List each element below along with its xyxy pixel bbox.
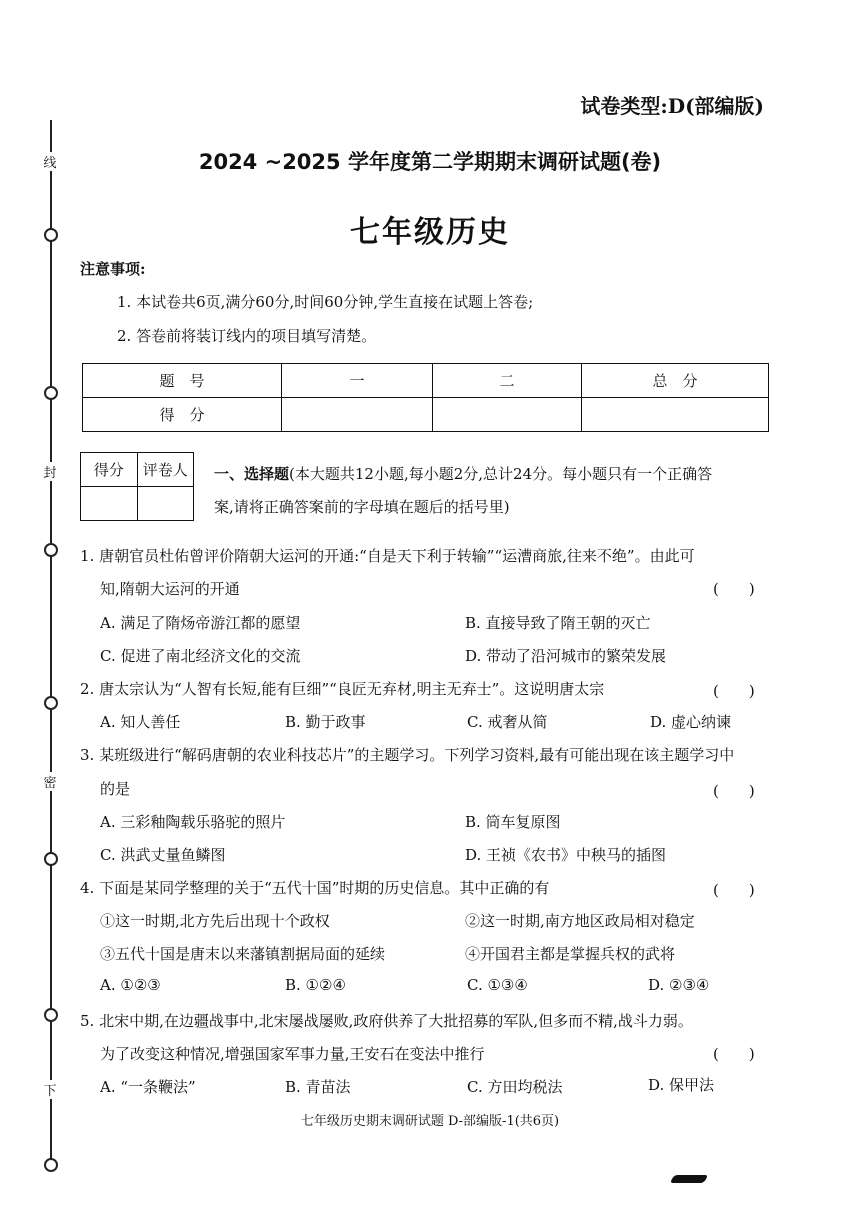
question-stem: 5. 北宋中期,在边疆战事中,北宋屡战屡败,政府供养了大批招募的军队,但多而不精,战斗力弱。 (80, 1012, 693, 1030)
notice-heading: 注意事项: (80, 260, 146, 278)
option: C. ①③④ (467, 976, 528, 994)
question-stem: 2. 唐太宗认为“人智有长短,能有巨细”“良匠无弃材,明主无弃士”。这说明唐太宗 (80, 680, 605, 698)
question-stem: 3. 某班级进行“解码唐朝的农业科技芯片”的主题学习。下列学习资料,最有可能出现在该主题学习中 (80, 746, 735, 764)
binding-hole (44, 386, 58, 400)
grader-name-cell[interactable] (137, 487, 194, 521)
grader-name-label: 评卷人 (137, 453, 194, 487)
score-cell[interactable] (433, 398, 582, 432)
option: D. 带动了沿河城市的繁荣发展 (465, 647, 667, 665)
option: A. ①②③ (100, 976, 161, 994)
answer-bracket[interactable]: ( ) (713, 682, 755, 700)
section-desc: (本大题共12小题,每小题2分,总计24分。每小题只有一个正确答 (289, 465, 713, 483)
option: B. 筒车复原图 (465, 813, 561, 831)
question-stem: 1. 唐朝官员杜佑曾评价隋朝大运河的开通:“自是天下利于转输”“运漕商旅,往来不绝”。由此可 (80, 547, 695, 565)
grader-score-label: 得分 (81, 453, 138, 487)
binding-label: 线 (36, 152, 64, 171)
score-table-header: 总 分 (582, 364, 769, 398)
grader-box (80, 452, 194, 521)
score-cell[interactable] (582, 398, 769, 432)
binding-label: 密 (36, 772, 64, 791)
binding-hole (44, 1008, 58, 1022)
option: D. 虚心纳谏 (650, 713, 732, 731)
score-cell[interactable] (282, 398, 433, 432)
option: D. 保甲法 (648, 1076, 715, 1094)
binding-hole (44, 696, 58, 710)
score-table-header: 题 号 (83, 364, 282, 398)
option: C. 促进了南北经济文化的交流 (100, 647, 301, 665)
statement: ③五代十国是唐末以来藩镇割据局面的延续 (100, 945, 386, 963)
option: B. 勤于政事 (285, 713, 366, 731)
notice-item: 2. 答卷前将装订线内的项目填写清楚。 (117, 327, 377, 345)
option: A. 三彩釉陶载乐骆驼的照片 (100, 813, 286, 831)
option: C. 方田均税法 (467, 1078, 563, 1096)
option: C. 戒奢从简 (467, 713, 548, 731)
paper-type: 试卷类型:D(部编版) (580, 94, 764, 118)
option: A. “一条鞭法” (100, 1078, 196, 1096)
question-stem: 为了改变这种情况,增强国家军事力量,王安石在变法中推行 (100, 1045, 485, 1063)
section-desc: 案,请将正确答案前的字母填在题后的括号里) (214, 498, 510, 516)
statement: ①这一时期,北方先后出现十个政权 (100, 912, 330, 930)
option: A. 满足了隋炀帝游江都的愿望 (100, 614, 301, 632)
binding-hole (44, 1158, 58, 1172)
page-footer: 七年级历史期末调研试题 D-部编版-1(共6页) (300, 1114, 560, 1129)
statement: ②这一时期,南方地区政局相对稳定 (465, 912, 695, 930)
option: B. 青苗法 (285, 1078, 351, 1096)
section-heading (214, 458, 774, 524)
subject-title: 七年级历史 (350, 215, 510, 250)
option: B. ①②④ (285, 976, 346, 994)
scan-mark (670, 1175, 709, 1183)
option: A. 知人善任 (100, 713, 181, 731)
score-table-row-label: 得 分 (83, 398, 282, 432)
answer-bracket[interactable]: ( ) (713, 881, 755, 899)
notice-item: 1. 本试卷共6页,满分60分,时间60分钟,学生直接在试题上答卷; (117, 293, 534, 311)
option: B. 直接导致了隋王朝的灭亡 (465, 614, 651, 632)
score-table (82, 363, 769, 432)
option: D. 王祯《农书》中秧马的插图 (465, 846, 667, 864)
binding-label: 下 (36, 1080, 64, 1099)
section-title: 一、选择题 (214, 465, 290, 483)
statement: ④开国君主都是掌握兵权的武将 (465, 945, 676, 963)
question-stem: 4. 下面是某同学整理的关于“五代十国”时期的历史信息。其中正确的有 (80, 879, 550, 897)
binding-hole (44, 543, 58, 557)
grader-score-cell[interactable] (81, 487, 138, 521)
option: D. ②③④ (648, 976, 710, 994)
score-table-header: 二 (433, 364, 582, 398)
answer-bracket[interactable]: ( ) (713, 580, 755, 598)
binding-hole (44, 852, 58, 866)
binding-label: 封 (36, 462, 64, 481)
question-stem: 的是 (100, 780, 131, 798)
question-stem: 知,隋朝大运河的开通 (100, 580, 240, 598)
exam-title: 2024 ~2025 学年度第二学期期末调研试题(卷) (198, 150, 662, 174)
answer-bracket[interactable]: ( ) (713, 1045, 755, 1063)
answer-bracket[interactable]: ( ) (713, 782, 755, 800)
score-table-header: 一 (282, 364, 433, 398)
option: C. 洪武丈量鱼鳞图 (100, 846, 226, 864)
